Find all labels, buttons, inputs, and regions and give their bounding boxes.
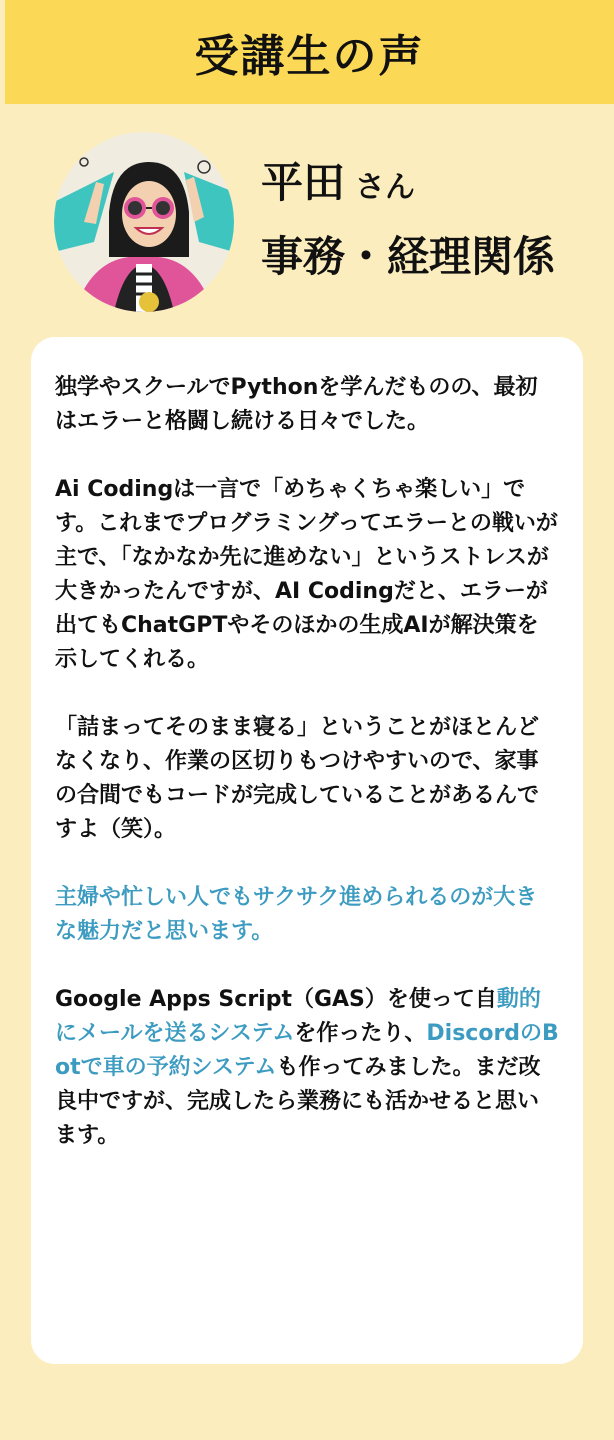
testimonial-highlight: 主婦や忙しい人でもサクサク進められるのが大きな魅力だと思います。 [55, 885, 538, 944]
testimonial-paragraph-3: 「詰まってそのまま寝る」ということがほとんどなくなり、作業の区切りもつけやすいので、家事の合間でもコードが完成していることがあるんですよ（笑）。 [55, 715, 540, 842]
profile-block [261, 150, 555, 284]
avatar [54, 132, 234, 312]
testimonial-paragraph-1: 独学やスクールでPythonを学んだものの、最初はエラーと格闘し続ける日々でした。 [55, 375, 538, 434]
name-line [261, 150, 555, 210]
student-role: 事務・経理関係 [261, 232, 556, 281]
illustrated-woman-avatar-icon [54, 132, 234, 312]
header-banner [5, 0, 614, 104]
page-title: 受講生の声 [194, 31, 425, 82]
text-segment: を作ったり、 [294, 1021, 427, 1046]
student-name: 平田 [261, 158, 346, 207]
highlight-segment: 動的にメールを送るシステム [55, 987, 541, 1046]
testimonial-card [31, 337, 583, 1364]
student-honorific: さん [355, 170, 416, 205]
highlight-segment: DiscordのBotで車の予約システム [55, 1021, 559, 1080]
text-segment: も作ってみました。まだ改良中ですが、完成したら業務にも活かせると思います。 [55, 1055, 541, 1148]
testimonial-paragraph-2: Ai Codingは一言で「めちゃくちゃ楽しい」です。これまでプログラミングってエラーとの戦いが主で、「なかなか先に進めない」というストレスが大きかったんですが、AI Codingだと、エラーが出てもChatGPTやそのほかの生成AIが解決策を示してくれる。 [55, 477, 558, 672]
testimonial-paragraph-5 [55, 983, 559, 1153]
text-segment: Google Apps Script（GAS）を使って自 [55, 987, 497, 1012]
